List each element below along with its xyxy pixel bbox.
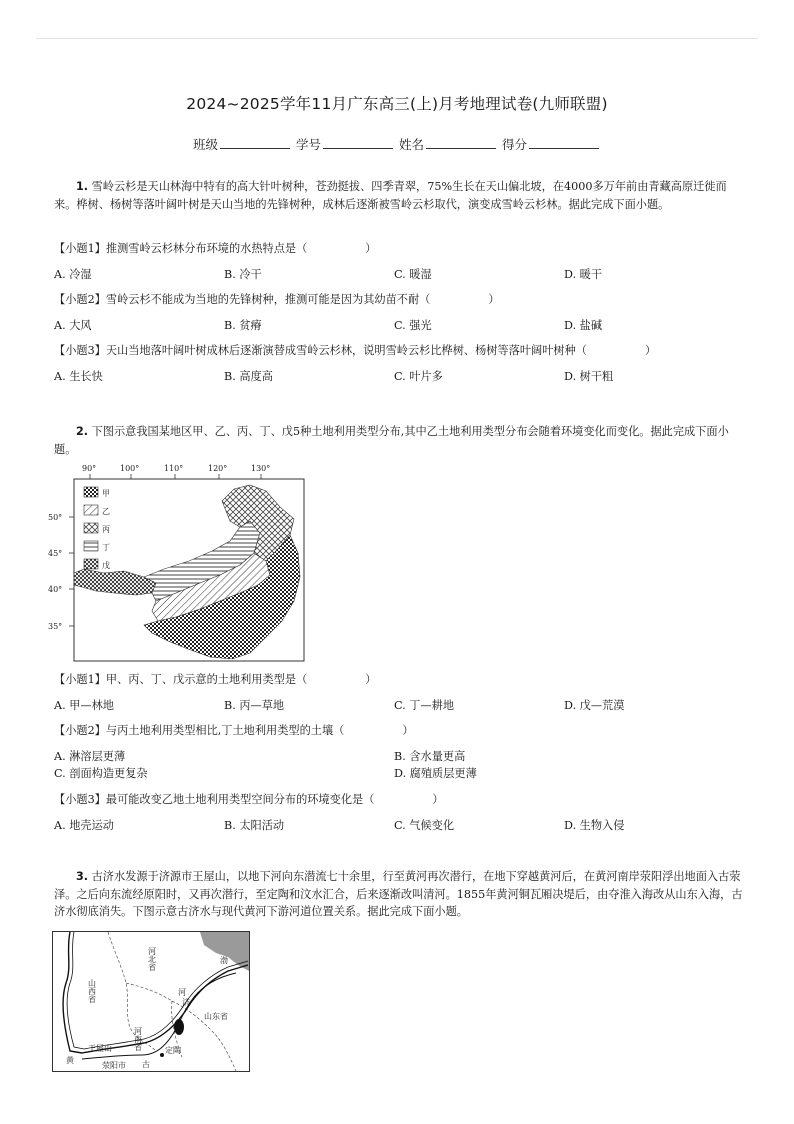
option-a[interactable]: A. 生长快 [54,370,103,383]
label-ji: 济 [182,998,190,1007]
option-a[interactable]: A. 地壳运动 [54,819,114,832]
legend-wu: 戊 [102,561,110,570]
option-b[interactable]: B. 高度高 [224,370,273,383]
option-c[interactable]: C. 叶片多 [394,370,443,383]
label-xingyang: 荥阳市 [102,1061,126,1070]
sub-label: 【小题1】 [54,242,106,255]
option-c[interactable]: C. 剖面构造更复杂 [54,767,148,780]
lon-label: 90° [82,464,97,473]
lat-label: 40° [48,585,63,594]
option-d[interactable]: D. 盐碱 [564,319,603,332]
option-b[interactable]: B. 含水量更高 [394,750,466,763]
lon-label: 110° [164,464,184,473]
option-a[interactable]: A. 甲—林地 [54,699,114,712]
lake [174,1019,184,1035]
sub-label: 【小题2】 [54,293,106,306]
sub-label: 【小题3】 [54,793,106,806]
top-rule [36,38,758,39]
q3-stem [54,868,744,921]
dingtao-dot [160,1053,164,1057]
option-d[interactable]: D. 生物入侵 [564,819,625,832]
sub-close: ） [365,242,377,255]
option-d[interactable]: D. 腐殖质层更薄 [394,767,477,780]
q3-text: 古济水发源于济源市王屋山，以地下河向东潜流七十余里，行至黄河再次潜行，在地下穿越黄河后，在黄河南岸荥阳浮出地面入古荥泽。之后向东流经原阳时，又再次潜行，至定陶和汶水汇合，后来逐渐改叫清河。1855年黄河铜瓦厢决堤后，由夺淮入海改从山东入海，古济水彻底消失。下图示意古济水与现代黄河下游河道位置关系。据此完成下面小题。 [54,870,743,918]
q1-stem [54,178,744,213]
label-shanxi: 山西省 [87,979,97,1003]
option-d[interactable]: D. 树干粗 [564,370,614,383]
score-blank[interactable] [529,136,599,149]
option-d[interactable]: D. 戊—荒漠 [564,699,625,712]
option-b[interactable]: B. 丙—草地 [224,699,285,712]
q2-stem [54,423,744,458]
option-b[interactable]: B. 太阳活动 [224,819,285,832]
student-info-line [0,135,794,153]
lat-label: 45° [48,549,63,558]
lon-label: 130° [251,464,271,473]
score-label: 得分 [501,137,527,152]
sub-close: ） [365,673,377,686]
sub-text: 雪岭云杉不能成为当地的先锋树种，推测可能是因为其幼苗不耐（ [105,293,431,306]
q1-text: 雪岭云杉是天山林海中特有的高大针叶树种，苍劲挺拔、四季青翠，75%生长在天山偏北坡，在4000多万年前由青藏高原迁徙而来。桦树、杨树等落叶阔叶树是天山当地的先锋树种，成林后逐渐被雪岭云杉取代，演变成雪岭云杉林。据此完成下面小题。 [54,180,727,211]
sub-text: 甲、丙、丁、戊示意的土地利用类型是（ [105,673,308,686]
option-a[interactable]: A. 淋溶层更薄 [54,750,126,763]
q2-text: 下图示意我国某地区甲、乙、丙、丁、戊5种土地利用类型分布,其中乙土地利用类型分布会随着环境变化而变化。据此完成下面小题。 [54,425,729,456]
lon-label: 120° [208,464,228,473]
jishui-river-map [52,931,250,1072]
lat-label: 35° [48,622,63,631]
sub-close: ） [432,793,444,806]
page-title: 2024~2025学年11月广东高三(上)月考地理试卷(九师联盟) [186,95,608,113]
sub-label: 【小题1】 [54,673,106,686]
lat-label: 50° [48,513,63,522]
option-a[interactable]: A. 大风 [54,319,92,332]
legend-jia: 甲 [102,489,110,498]
option-a[interactable]: A. 冷湿 [54,268,92,281]
q1-sub1 [54,241,754,257]
sub-text: 最可能改变乙地土地利用类型空间分布的环境变化是（ [105,793,375,806]
q2-number: 2. [76,425,89,438]
option-b[interactable]: B. 贫瘠 [224,319,262,332]
label-dingtao: 定陶 [165,1046,181,1055]
name-blank[interactable] [426,136,496,149]
legend-ding: 丁 [102,543,110,552]
sub-text: 推测雪岭云杉林分布环境的水热特点是（ [105,242,308,255]
label-he: 河 [178,988,186,997]
label-henan: 河南省 [133,1027,143,1051]
sub-close: ） [644,344,657,357]
land-use-map [44,461,310,663]
lon-label: 100° [120,464,140,473]
option-c[interactable]: C. 气候变化 [394,819,455,832]
sub-text: 与丙土地利用类型相比,丁土地利用类型的土壤（ [105,724,345,737]
legend-bing: 丙 [102,525,110,534]
label-hebei: 河北省 [147,947,157,971]
q1-sub2 [54,292,754,308]
sub-text: 天山当地落叶阔叶树成林后逐渐演替成雪岭云杉林，说明雪岭云杉比桦树、杨树等落叶阔叶树种（ [105,344,587,357]
q3-number: 3. [76,870,89,883]
q1-sub3 [54,343,754,359]
label-huang: 黄 [66,1056,74,1065]
option-c[interactable]: C. 暖湿 [394,268,432,281]
class-label: 班级 [192,137,218,152]
q2-sub2 [54,723,754,739]
q1-number: 1. [76,180,89,193]
label-shandong: 山东省 [204,1012,228,1021]
label-bo: 渤 [220,956,228,965]
q2-sub1 [54,672,754,688]
id-blank[interactable] [323,136,393,149]
sub-close: ） [402,724,414,737]
id-label: 学号 [295,137,321,152]
legend-yi: 乙 [102,507,110,516]
sub-label: 【小题2】 [54,724,106,737]
sub-label: 【小题3】 [54,344,106,357]
label-gu: 古 [142,1060,150,1069]
sub-close: ） [488,293,500,306]
option-c[interactable]: C. 强光 [394,319,432,332]
name-label: 姓名 [398,137,424,152]
label-wangwushan: 王屋山 [88,1044,112,1053]
class-blank[interactable] [220,136,290,149]
option-c[interactable]: C. 丁—耕地 [394,699,455,712]
option-d[interactable]: D. 暖干 [564,268,603,281]
q2-sub3 [54,792,754,808]
option-b[interactable]: B. 冷干 [224,268,262,281]
